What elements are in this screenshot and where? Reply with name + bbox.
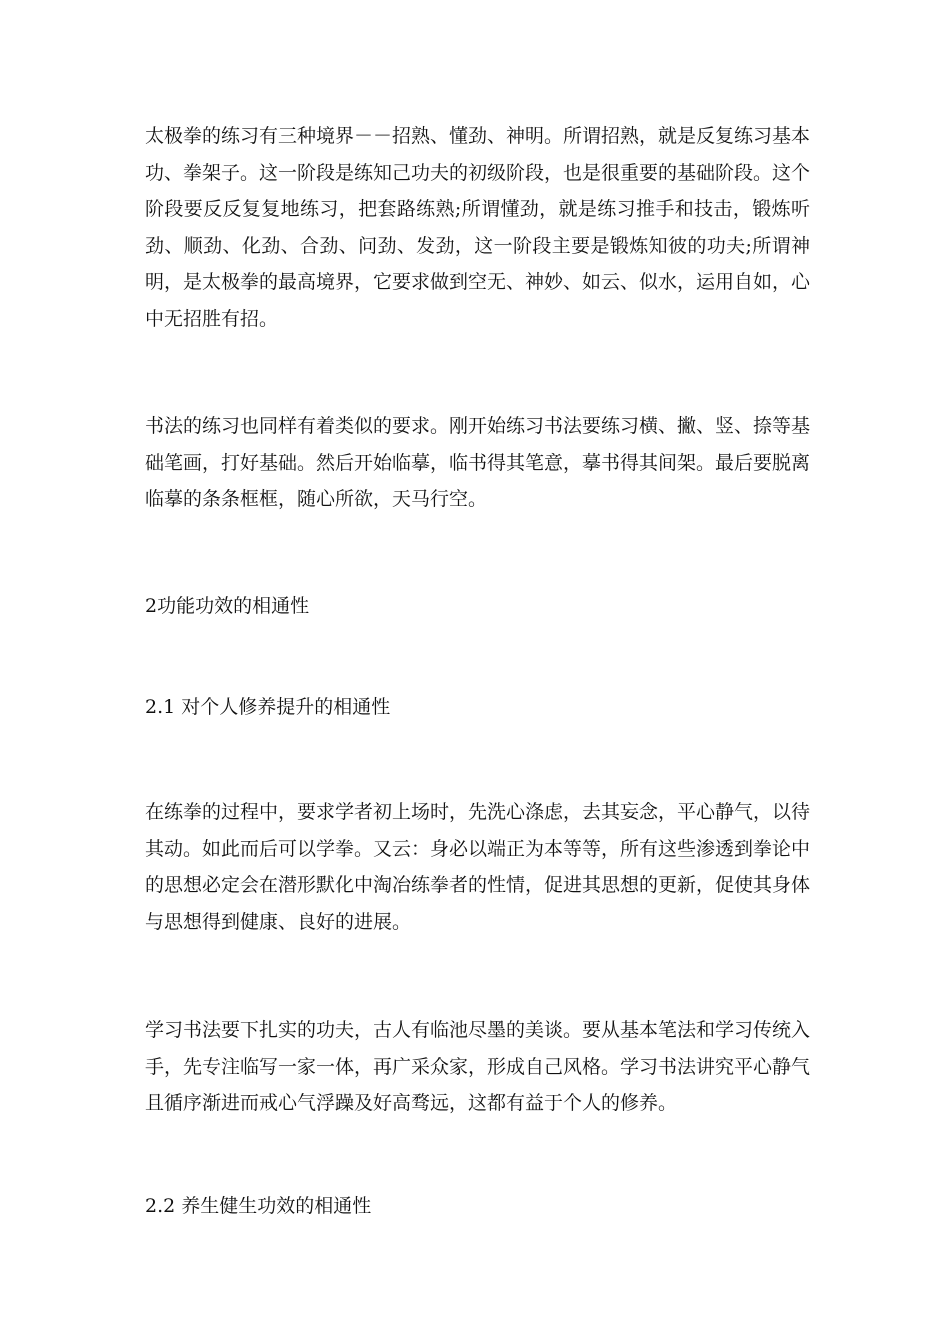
paragraph-calligraphy-cultivation: 学习书法要下扎实的功夫，古人有临池尽墨的美谈。要从基本笔法和学习传统入手，先专注临写一家一体，再广采众家，形成自己风格。学习书法讲究平心静气且循序渐进而戒心气浮躁及好高骛远，这都有益于个人的修养。 [145, 1019, 811, 1115]
paragraph-taiji-cultivation: 在练拳的过程中，要求学者初上场时，先洗心涤虑，去其妄念，平心静气，以待其动。如此而后可以学拳。又云：身必以端正为本等等，所有这些渗透到拳论中的思想必定会在潜形默化中淘冶练拳者的性情，促进其思想的更新，促使其身体与思想得到健康、良好的进展。 [145, 801, 811, 933]
section-heading-2: 2功能功效的相通性 [145, 595, 310, 617]
section-heading-2-1: 2.1 对个人修养提升的相通性 [145, 696, 391, 718]
section-heading-2-2: 2.2 养生健生功效的相通性 [145, 1195, 372, 1217]
paragraph-calligraphy-practice: 书法的练习也同样有着类似的要求。刚开始练习书法要练习横、撇、竖、捺等基础笔画，打好基础。然后开始临摹，临书得其笔意，摹书得其间架。最后要脱离临摹的条条框框，随心所欲，天马行空。 [145, 415, 811, 511]
paragraph-taiji-stages: 太极拳的练习有三种境界－－招熟、懂劲、神明。所谓招熟，就是反复练习基本功、拳架子。这一阶段是练知己功夫的初级阶段，也是很重要的基础阶段。这个阶段要反反复复地练习，把套路练熟;所谓懂劲，就是练习推手和技击，锻炼听劲、顺劲、化劲、合劲、问劲、发劲，这一阶段主要是锻炼知彼的功夫;所谓神明，是太极拳的最高境界，它要求做到空无、神妙、如云、似水，运用自如，心中无招胜有招。 [145, 125, 811, 330]
